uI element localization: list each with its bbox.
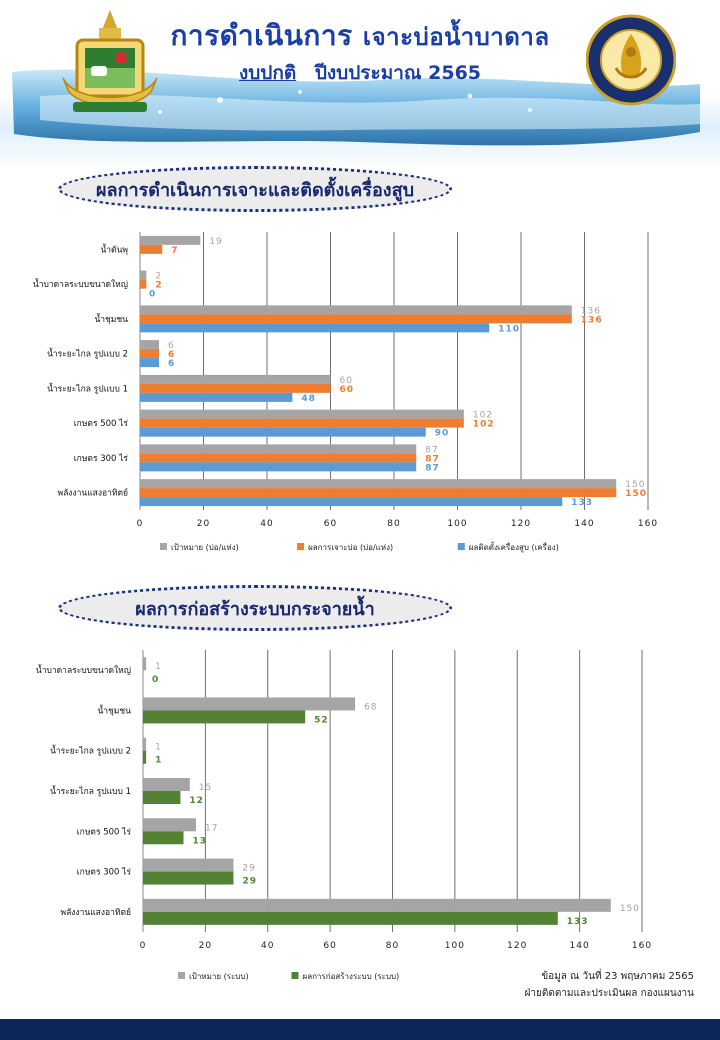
x-tick-label: 60 [323, 941, 337, 951]
data-label: 1 [155, 742, 162, 753]
data-label: 0 [149, 289, 157, 300]
data-label: 52 [314, 715, 329, 726]
x-tick-label: 20 [198, 941, 213, 951]
bar [143, 859, 233, 872]
x-tick-label: 100 [444, 941, 465, 951]
bar [143, 818, 196, 831]
category-label: น้ำระยะไกล รูปแบบ 1 [50, 787, 131, 797]
data-label: 0 [152, 675, 160, 686]
subtitle-budget-type: งบปกติ [238, 62, 297, 84]
drilling-pump-chart [0, 220, 720, 555]
legend-label: ผลการก่อสร้างระบบ (ระบบ) [302, 972, 400, 981]
data-label: 102 [472, 419, 495, 430]
x-tick-label: 100 [447, 519, 468, 529]
bar [143, 697, 355, 710]
data-label: 87 [425, 445, 439, 456]
data-label: 87 [425, 454, 440, 465]
data-label: 19 [209, 236, 223, 247]
legend-swatch [292, 972, 299, 979]
bar [140, 280, 146, 289]
category-label: พลังงานแสงอาทิตย์ [60, 907, 131, 918]
x-tick-label: 120 [507, 941, 528, 951]
bar [143, 872, 233, 885]
data-label: 2 [155, 280, 163, 291]
data-label: 2 [155, 271, 163, 282]
data-label: 90 [434, 428, 450, 439]
category-label: น้ำชุมชน [97, 706, 131, 717]
subtitle-fiscal-year: ปีงบประมาณ 2565 [314, 62, 482, 84]
bar [143, 751, 146, 764]
legend-swatch [160, 543, 167, 550]
category-label: น้ำระยะไกล รูปแบบ 1 [47, 384, 128, 395]
data-label: 29 [242, 863, 256, 874]
legend-swatch [297, 543, 304, 550]
section1-title: ผลการดำเนินการเจาะและติดตั้งเครื่องสูบ [96, 179, 414, 201]
data-label: 110 [498, 324, 521, 335]
legend-swatch [178, 972, 185, 979]
category-label: พลังงานแสงอาทิตย์ [57, 488, 128, 499]
bar [140, 236, 200, 245]
category-label: เกษตร 300 ไร่ [76, 867, 131, 878]
bar [140, 358, 159, 367]
data-label: 133 [571, 498, 594, 509]
data-label: 48 [301, 393, 316, 404]
data-label: 102 [472, 410, 494, 421]
bar [140, 453, 416, 462]
bar [140, 384, 331, 393]
bar [143, 738, 146, 751]
page-subtitle [0, 58, 720, 88]
x-tick-label: 140 [574, 519, 595, 529]
distribution-system-chart [0, 640, 720, 985]
legend-label: ผลการเจาะบ่อ (บ่อ/แห่ง) [308, 543, 394, 552]
x-tick-label: 160 [637, 519, 659, 529]
category-label: เกษตร 500 ไร่ [76, 827, 131, 838]
title-main: การดำเนินการ [170, 19, 353, 52]
bar [140, 323, 489, 332]
bar [140, 479, 616, 488]
category-label: น้ำบาดาลระบบขนาดใหญ่ [32, 280, 128, 291]
bar [143, 912, 558, 925]
bar [143, 710, 305, 723]
section1-heading [58, 166, 452, 212]
bar [143, 791, 180, 804]
x-tick-label: 40 [261, 941, 275, 951]
category-label: น้ำระยะไกล รูปแบบ 2 [50, 746, 131, 757]
source-department-note: ฝ่ายติดตามและประเมินผล กองแผนงาน [524, 988, 694, 999]
data-label: 1 [155, 662, 162, 673]
header-banner [0, 0, 720, 170]
bar [140, 488, 616, 497]
legend-label: เป้าหมาย (บ่อ/แห่ง) [171, 543, 239, 552]
x-tick-label: 80 [385, 941, 400, 951]
category-label: เกษตร 500 ไร่ [73, 419, 128, 430]
bar [143, 657, 146, 670]
data-label: 60 [339, 375, 353, 386]
section2-heading [58, 585, 452, 631]
bar [140, 497, 562, 506]
data-label: 87 [425, 463, 440, 474]
data-label: 6 [168, 341, 175, 352]
data-label: 6 [168, 359, 176, 370]
data-label: 15 [198, 783, 213, 793]
x-tick-label: 0 [139, 941, 147, 951]
bar [140, 419, 464, 428]
data-label: 12 [189, 796, 204, 806]
bar [140, 444, 416, 453]
x-tick-label: 20 [196, 519, 211, 529]
x-tick-label: 160 [631, 941, 653, 951]
bar [140, 271, 146, 280]
category-label: น้ำระยะไกล รูปแบบ 2 [47, 349, 128, 360]
data-label: 150 [619, 903, 640, 914]
x-tick-label: 120 [510, 519, 532, 529]
data-label: 7 [171, 245, 179, 256]
bar [140, 349, 159, 358]
bar [140, 428, 426, 437]
category-label: น้ำชุมชน [94, 314, 128, 325]
data-label: 150 [625, 489, 648, 500]
legend-label: เป้าหมาย (ระบบ) [189, 972, 249, 981]
x-tick-label: 140 [569, 941, 590, 951]
bar [140, 393, 292, 402]
data-label: 60 [339, 384, 355, 395]
footnote [525, 968, 695, 1002]
data-label: 13 [192, 836, 208, 847]
x-tick-label: 40 [260, 519, 274, 529]
data-label: 150 [625, 480, 646, 491]
x-tick-label: 0 [136, 519, 144, 529]
data-label: 17 [205, 823, 219, 834]
bar [143, 899, 611, 912]
section2-title: ผลการก่อสร้างระบบกระจายน้ำ [135, 598, 375, 620]
page-title [0, 14, 720, 58]
data-label: 136 [580, 306, 601, 317]
bar [140, 305, 572, 314]
bar [140, 375, 331, 384]
legend-label: ผลติดตั้งเครื่องสูบ (เครื่อง) [468, 543, 559, 552]
data-label: 136 [580, 315, 603, 326]
data-label: 6 [168, 350, 176, 361]
bar [143, 778, 190, 791]
title-suffix: เจาะบ่อน้ำบาดาล [362, 23, 550, 51]
data-label: 1 [155, 755, 163, 766]
category-label: เกษตร 300 ไร่ [73, 453, 128, 464]
category-label: น้ำดันพุ [100, 245, 128, 256]
legend-swatch [458, 543, 465, 550]
bar [140, 245, 162, 254]
x-tick-label: 80 [387, 519, 401, 529]
data-label: 29 [242, 876, 257, 887]
x-tick-label: 60 [323, 519, 338, 529]
footer-bar [0, 1019, 720, 1040]
data-label: 133 [566, 916, 589, 927]
bar [140, 462, 416, 471]
bar [140, 314, 572, 323]
data-label: 68 [364, 702, 378, 713]
data-date-note: ข้อมูล ณ วันที่ 23 พฤษภาคม 2565 [541, 971, 694, 982]
bar [140, 410, 464, 419]
category-label: น้ำบาดาลระบบขนาดใหญ่ [35, 666, 131, 677]
bar [143, 831, 184, 844]
bar [140, 340, 159, 349]
